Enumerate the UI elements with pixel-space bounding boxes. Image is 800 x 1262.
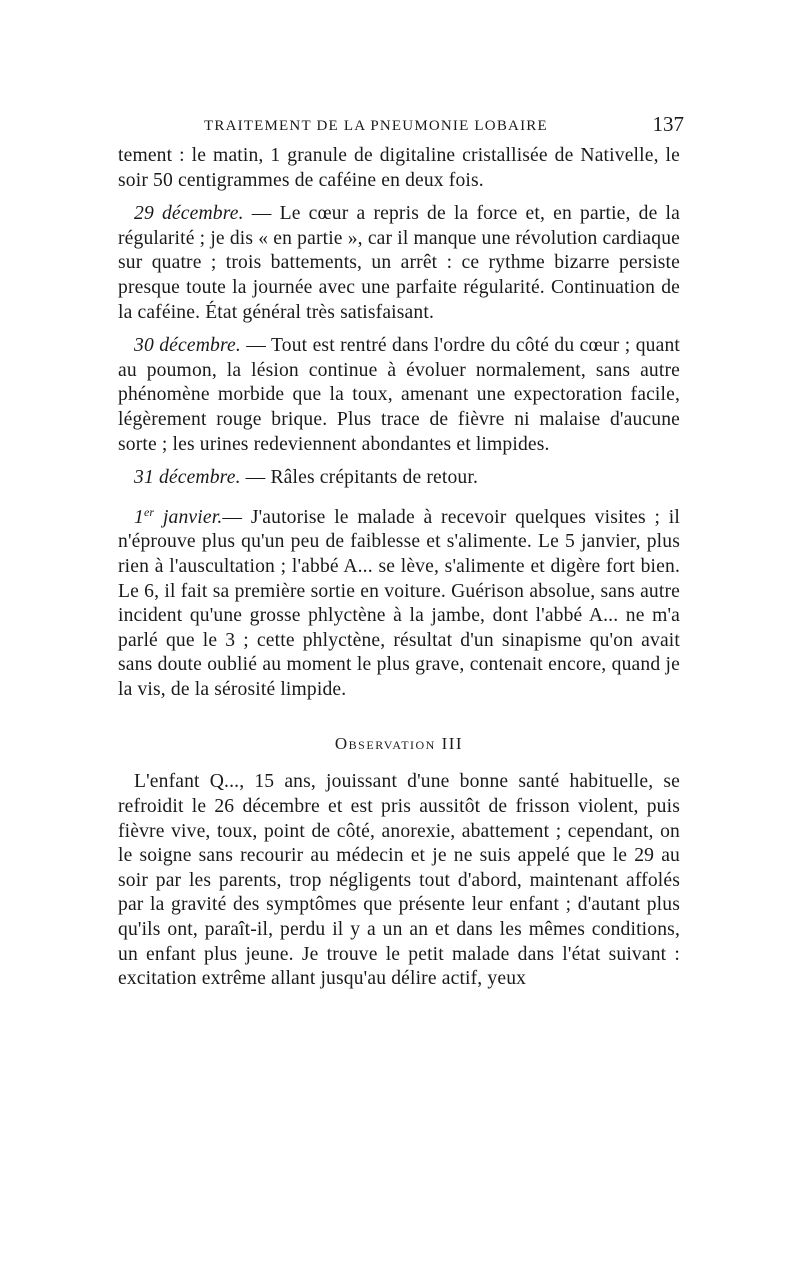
entry-date: 30 décembre. [134, 335, 241, 357]
paragraph-continuation [118, 144, 680, 193]
entry-date-word: janvier. [154, 506, 223, 528]
entry-30-decembre [118, 334, 680, 457]
body-text [118, 144, 680, 992]
entry-31-decembre [118, 466, 680, 491]
section-heading: Observation III [334, 734, 464, 754]
entry-date-number: 1 [134, 506, 144, 528]
entry-text: — Râles crépitants de retour. [240, 467, 479, 489]
running-header [118, 112, 684, 144]
entry-date: 31 décembre. [134, 467, 241, 489]
entry-date: 29 décembre. [134, 203, 244, 225]
entry-1er-janvier [118, 500, 680, 703]
observation-text: L'enfant Q..., 15 ans, jouissant d'une bonne santé habituelle, se refroidit le 26 décembre et est pris aussitôt de frisson violent, puis fièvre vive, toux, point de côté, anorexie, abattement ; cependant, on le soigne sans recourir au médecin et je ne suis appelé que le 29 au soir par les parents, trop négligents tout d'abord, maintenant affolés par la gravité des symptômes que présente leur enfant ; d'autant plus qu'ils ont, paraît-il, perdu il y a un an et dans les mêmes conditions, un enfant plus jeune. Je trouve le petit malade dans l'état suivant : excitation extrême allant jusqu'au délire actif, yeux [118, 771, 680, 990]
entry-29-decembre [118, 202, 680, 325]
entry-text: — J'autorise le malade à recevoir quelques visites ; il n'éprouve plus qu'un peu de faiblesse et s'alimente. Le 5 janvier, plus rien à l'auscultation ; l'abbé A... se lève, s'alimente et digère fort bien. Le 6, il fait sa première sortie en voiture. Guérison absolue, sans autre incident qu'une grosse phlyctène à la jambe, dont l'abbé A... ne m'a parlé que le 3 ; cette phlyctène, résultat d'un sinapisme qu'on avait sans doute oublié au moment le plus grave, contenait encore, quand je la vis, de la sérosité limpide. [118, 506, 680, 700]
entry-date-superscript: er [143, 504, 155, 519]
book-page [118, 112, 684, 992]
running-title: TRAITEMENT DE LA PNEUMONIE LOBAIRE [204, 118, 548, 134]
page-number: 137 [652, 112, 684, 136]
entry-text: — Tout est rentré dans l'ordre du côté du cœur ; quant au poumon, la lésion continue à évoluer normalement, sans autre phénomène morbide que la toux, amenant une expectoration facile, légèrement rouge brique. Plus trace de fièvre ni malaise d'aucune sorte ; les urines redeviennent abondantes et limpides. [118, 335, 680, 455]
observation-paragraph [118, 770, 680, 991]
paragraph-text: tement : le matin, 1 granule de digitaline cristallisée de Nativelle, le soir 50 centigrammes de caféine en deux fois. [118, 145, 680, 191]
entry-text: — Le cœur a repris de la force et, en partie, de la régularité ; je dis « en partie », car il manque une révolution cardiaque sur quatre ; trois battements, un arrêt : ce rythme bizarre persiste presque toute la journée avec une parfaite régularité. Continuation de la caféine. État général très satisfaisant. [118, 203, 680, 323]
